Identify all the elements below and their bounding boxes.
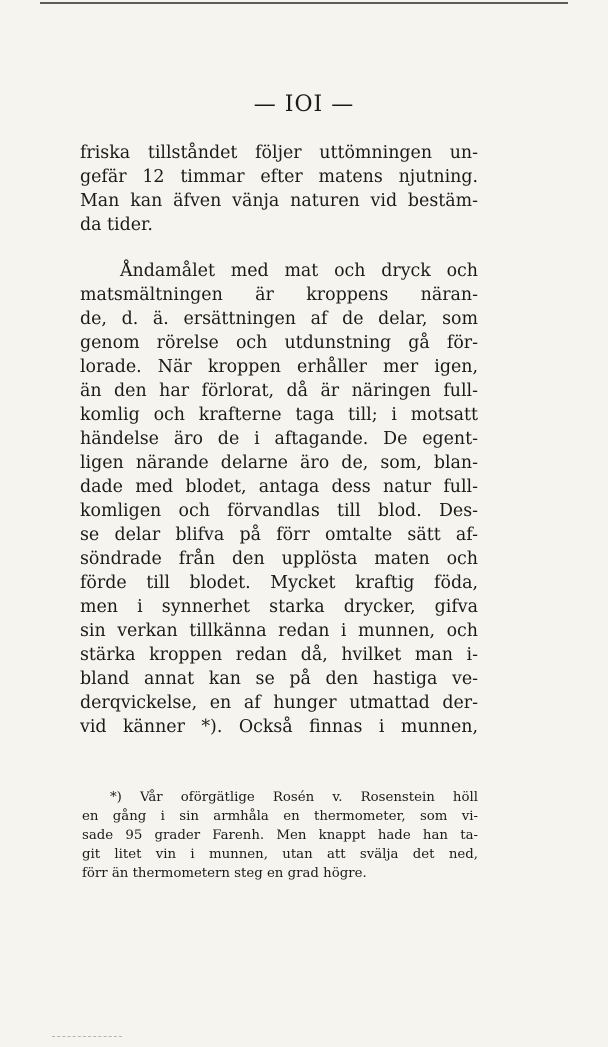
text-line: sin verkan tillkänna redan i munnen, och [80, 621, 478, 641]
bottom-edge-mark [52, 1036, 122, 1039]
footnote-line: sade 95 grader Farenh. Men knappt hade han ta- [82, 828, 478, 843]
text-line: derqvickelse, en af hunger utmattad der- [80, 693, 478, 713]
footnote-line: *) Vår oförgätlige Rosén v. Rosenstein höll [110, 790, 478, 805]
top-rule [40, 2, 568, 4]
footnote-line: en gång i sin armhåla en thermometer, som vi- [82, 809, 478, 824]
text-line: matsmältningen är kroppens näran- [80, 285, 478, 305]
text-line: vid känner *). Också finnas i munnen, [80, 717, 478, 737]
text-line: förde till blodet. Mycket kraftig föda, [80, 573, 478, 593]
text-line: genom rörelse och utdunstning gå för- [80, 333, 478, 353]
text-line: händelse äro de i aftagande. De egent- [80, 429, 478, 449]
paragraph-1 [80, 141, 478, 237]
text-line: men i synnerhet starka drycker, gifva [80, 597, 478, 617]
text-line: än den har förlorat, då är näringen full- [80, 381, 478, 401]
text-line: ligen närande delarne äro de, som, blan- [80, 453, 478, 473]
text-line: lorade. När kroppen erhåller mer igen, [80, 357, 478, 377]
text-line: komligen och förvandlas till blod. Des- [80, 501, 478, 521]
text-line: da tider. [80, 215, 153, 235]
paragraph-2 [80, 259, 478, 739]
text-line: stärka kroppen redan då, hvilket man i- [80, 645, 478, 665]
footnote-line: förr än thermometern steg en grad högre. [82, 866, 367, 881]
text-line: Man kan äfven vänja naturen vid bestäm- [80, 191, 478, 211]
text-line: Åndamålet med mat och dryck och [120, 261, 478, 281]
text-line: gefär 12 timmar efter matens njutning. [80, 167, 478, 187]
text-line: se delar blifva på förr omtalte sätt af- [80, 525, 478, 545]
text-line: friska tillståndet följer uttömningen un- [80, 143, 478, 163]
footnote-line: git litet vin i munnen, utan att svälja det ned, [82, 847, 478, 862]
text-line: de, d. ä. ersättningen af de delar, som [80, 309, 478, 329]
page-number: — IOI — [253, 92, 355, 117]
text-line: söndrade från den upplösta maten och [80, 549, 478, 569]
text-line: bland annat kan se på den hastiga ve- [80, 669, 478, 689]
footnote [82, 788, 478, 883]
text-line: komlig och krafterne taga till; i motsatt [80, 405, 478, 425]
text-line: dade med blodet, antaga dess natur full- [80, 477, 478, 497]
